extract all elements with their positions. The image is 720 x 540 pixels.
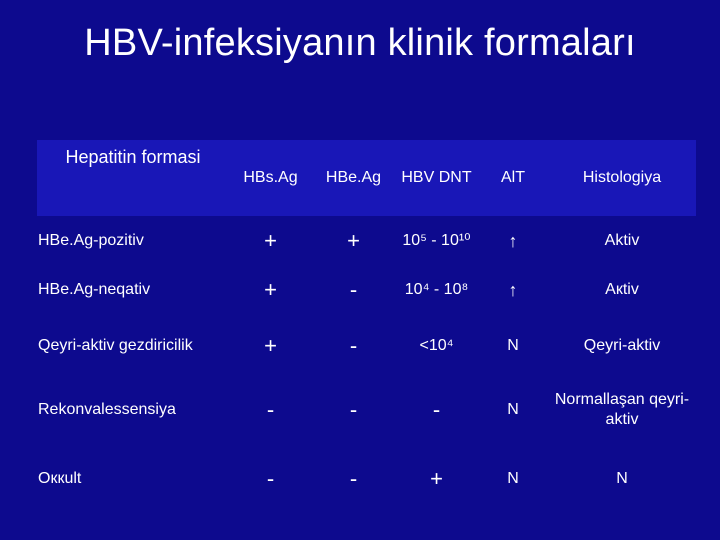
cell-hbeag: - bbox=[349, 277, 358, 302]
slide-title: HBV-infeksiyanın klinik formaları bbox=[84, 22, 636, 64]
clinical-forms-table bbox=[37, 140, 696, 515]
cell-histology: Qeyri-aktiv bbox=[583, 336, 661, 354]
table-row bbox=[37, 266, 696, 314]
table-header-row bbox=[37, 140, 696, 216]
cell-hbv-dnt: + bbox=[430, 466, 443, 491]
table-row bbox=[37, 314, 696, 377]
cell-histology: Aktiv bbox=[604, 232, 640, 249]
header-hbeag: HBe.Ag bbox=[312, 140, 395, 216]
cell-hbsag: + bbox=[264, 277, 277, 302]
cell-alt: ↑ bbox=[508, 231, 518, 251]
cell-alt: ↑ bbox=[508, 280, 518, 300]
cell-hbv-dnt: 10⁴ - 10⁸ bbox=[404, 281, 469, 298]
row-name: HBe.Ag-neqativ bbox=[38, 281, 151, 298]
clinical-forms-table-wrap bbox=[37, 140, 696, 510]
cell-histology: Aкtiv bbox=[605, 281, 639, 298]
row-name: Qeyri-aktiv gezdiricilik bbox=[38, 336, 193, 354]
cell-hbsag: + bbox=[264, 228, 277, 253]
header-hbsag: HBs.Ag bbox=[229, 140, 312, 216]
header-histology: Histologiya bbox=[548, 140, 696, 216]
cell-alt: N bbox=[507, 470, 519, 487]
table-row bbox=[37, 377, 696, 443]
table-row bbox=[37, 443, 696, 515]
cell-hbeag: + bbox=[347, 228, 360, 253]
cell-hbsag: + bbox=[264, 332, 277, 358]
cell-hbv-dnt: 10⁵ - 10¹⁰ bbox=[402, 232, 471, 249]
cell-hbeag: - bbox=[349, 332, 358, 358]
cell-hbsag: - bbox=[266, 397, 275, 422]
row-name: Rekonvalessensiya bbox=[38, 401, 176, 418]
row-name: HBe.Ag-pozitiv bbox=[38, 232, 144, 249]
header-hbv-dnt: HBV DNT bbox=[395, 140, 478, 216]
header-alt: AlT bbox=[478, 140, 548, 216]
header-hepatitis-form: Hepatitin formasi bbox=[37, 140, 229, 216]
cell-histology: Normallaşan qeyri-aktiv bbox=[554, 391, 690, 428]
table-row bbox=[37, 216, 696, 266]
cell-alt: N bbox=[507, 336, 519, 354]
cell-hbeag: - bbox=[349, 466, 358, 491]
cell-alt: N bbox=[507, 401, 519, 418]
cell-hbsag: - bbox=[266, 466, 275, 491]
cell-hbv-dnt: - bbox=[432, 397, 441, 422]
row-name: Oккult bbox=[38, 470, 82, 487]
cell-hbv-dnt: <10⁴ bbox=[419, 336, 454, 354]
cell-hbeag: - bbox=[349, 397, 358, 422]
cell-histology: N bbox=[616, 470, 628, 487]
